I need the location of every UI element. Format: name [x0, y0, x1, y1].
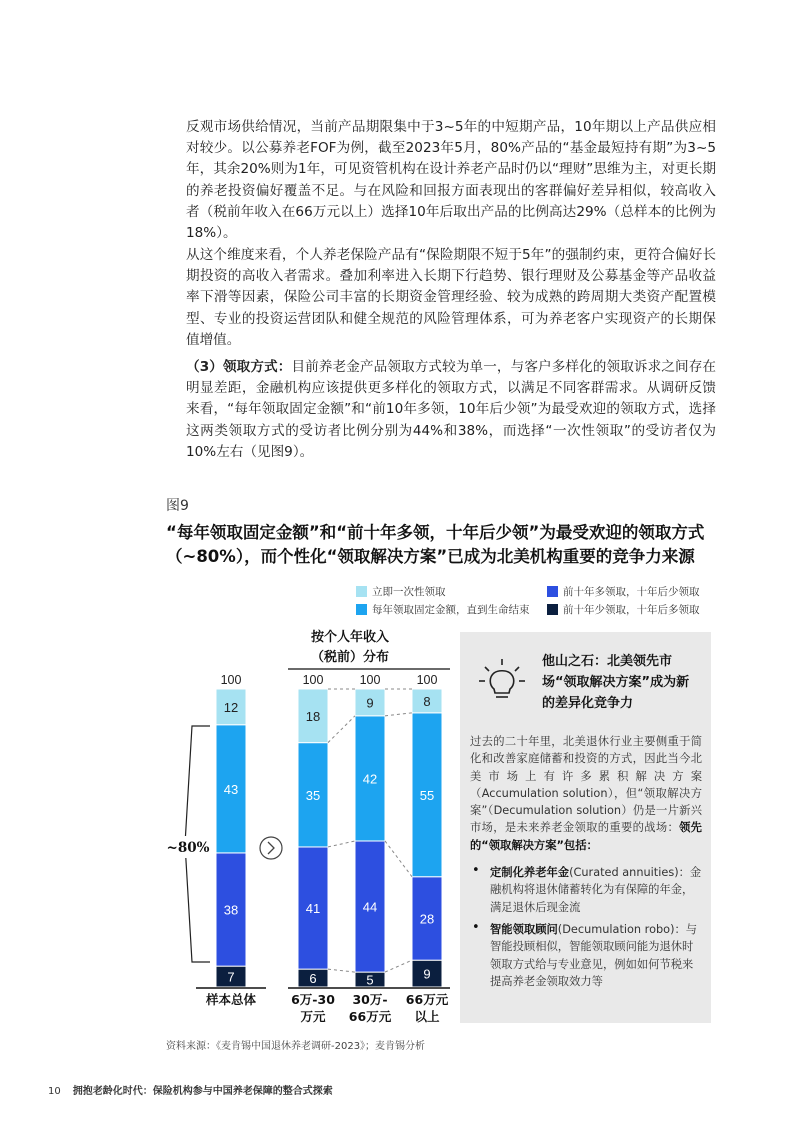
data-label: 18 — [305, 708, 321, 724]
legend-label: 立即一次性领取 — [372, 586, 446, 598]
connector-line — [328, 969, 355, 972]
data-label: 35 — [305, 787, 321, 803]
connector-line — [328, 841, 355, 847]
data-label: 43 — [223, 781, 239, 797]
total-label: 100 — [220, 673, 242, 687]
bullet-decumulation-robo — [490, 921, 704, 990]
category-label: 样本总体 — [205, 992, 257, 1007]
lightbulb-icon — [476, 655, 528, 701]
data-label: 7 — [227, 969, 235, 985]
data-label: 28 — [419, 911, 435, 927]
connector-line — [328, 716, 355, 743]
data-label: 8 — [423, 693, 431, 709]
footer-title: 拥抱老龄化时代：保险机构参与中国养老保障的整合式探索 — [72, 1086, 333, 1097]
data-label: 55 — [419, 787, 435, 803]
data-label: 42 — [362, 771, 378, 787]
sidebar-title: 他山之石：北美领先市场“领取解决方案”成为新的差异化竞争力 — [542, 654, 690, 711]
data-label: 9 — [423, 966, 431, 982]
connector-line — [385, 841, 412, 877]
section-text: 目前养老金产品领取方式较为单一，与客户多样化的领取诉求之间存在明显差距，金融机构应该提供更多样化的领取方式，以满足不同客群需求。从调研反馈来看，“每年领取固定金额”和“前10年多领，10年后少领”为最受欢迎的领取方式，选择这两类领取方式的受访者比例分别为44%和38%，而选择“一次性领取”的受访者仅为10%左右（见图9）。 — [186, 359, 716, 460]
sidebar-body-text: 过去的二十年里，北美退休行业主要侧重于简化和改善家庭储蓄和投资的方式，因此当今北美市场上有许多累积解决方案（Accumulation solution），但“领取解决方案”（Decumulation solution）仍是一片新兴市场，是未来养老金领取的重要的战场： — [470, 735, 702, 835]
data-label: 44 — [362, 899, 378, 915]
total-label: 100 — [416, 673, 438, 687]
legend-label: 前十年多领取，十年后少领取 — [563, 586, 700, 598]
bullet-dot: • — [472, 920, 480, 935]
category-label: 66万元 — [348, 1009, 392, 1024]
category-label: 30万- — [352, 992, 388, 1007]
bullet-dot: • — [472, 863, 480, 878]
data-label: 41 — [305, 901, 321, 917]
category-label: 万元 — [300, 1009, 326, 1024]
category-label: 以上 — [414, 1009, 440, 1024]
chevron-right-icon — [260, 837, 282, 859]
connector-line — [385, 960, 412, 972]
bullet-bold: 定制化养老年金 — [490, 866, 570, 879]
bullet-text: (Decumulation robo)：与智能投顾相似，智能领取顾问能为退休时领取方式给与专业意见，例如如何节税来提高养老金领取效力等 — [490, 923, 698, 988]
data-label: 12 — [223, 699, 239, 715]
bracket-label: ~80% — [166, 840, 210, 856]
source-note: 资料来源：《麦肯锡中国退休养老调研-2023》；麦肯锡分析 — [166, 1041, 426, 1052]
total-label: 100 — [302, 673, 324, 687]
connector-line — [385, 713, 412, 716]
data-label: 6 — [309, 971, 317, 987]
bullet-text: (Curated annuities)：金融机构将退休储蓄转化为有保障的年金，满足退休后现金流 — [490, 866, 702, 914]
total-label: 100 — [359, 673, 381, 687]
data-label: 5 — [366, 972, 374, 988]
group-title: （税前）分布 — [310, 650, 390, 665]
legend-label: 每年领取固定金额，直到生命结束 — [372, 604, 530, 616]
bullet-curated-annuities — [490, 864, 704, 916]
data-label: 9 — [366, 695, 374, 711]
data-label: 38 — [223, 902, 239, 918]
bullet-bold: 智能领取顾问 — [490, 923, 558, 936]
figure-label: 图9 — [166, 498, 189, 514]
page-footer — [48, 1082, 333, 1097]
sidebar-body — [470, 733, 702, 854]
category-label: 6万-30 — [291, 992, 335, 1007]
sidebar-body-bold: 领先的“领取解决方案”包括： — [470, 821, 702, 852]
body-paragraph-2: 从这个维度来看，个人养老保险产品有“保险期限不短于5年”的强制约束，更符合偏好长期投资的高收入者需求。叠加利率进入长期下行趋势、银行理财及公募基金等产品收益率下滑等因素，保险公司丰富的长期资金管理经验、较为成熟的跨周期大类资产配置模型、专业的投资运营团队和健全规范的风险管理体系，可为养老客户实现资产的长期保值增值。 — [186, 247, 716, 348]
section-lead: （3）领取方式： — [186, 359, 292, 375]
group-title: 按个人年收入 — [310, 630, 390, 645]
body-paragraph-1: 反观市场供给情况，当前产品期限集中于3~5年的中短期产品，10年期以上产品供应相对较少。以公募养老FOF为例，截至2023年5月，80%产品的“基金最短持有期”为3~5年，其余20%则为1年，可见资管机构在设计养老产品时仍以“理财”思维为主，对更长期的养老投资偏好覆盖不足。与在风险和回报方面表现出的客群偏好差异相似，较高收入者（税前年收入在66万元以上）选择10年后取出产品的比例高达29%（总样本的比例为18%）。 — [186, 119, 716, 242]
page-number: 10 — [48, 1086, 61, 1097]
figure-title: “每年领取固定金额”和“前十年多领，十年后少领”为最受欢迎的领取方式（~80%），而个性化“领取解决方案”已成为北美机构重要的竞争力来源 — [166, 523, 705, 566]
category-label: 66万元 — [405, 992, 449, 1007]
legend-label: 前十年少领取，十年后多领取 — [563, 604, 700, 616]
